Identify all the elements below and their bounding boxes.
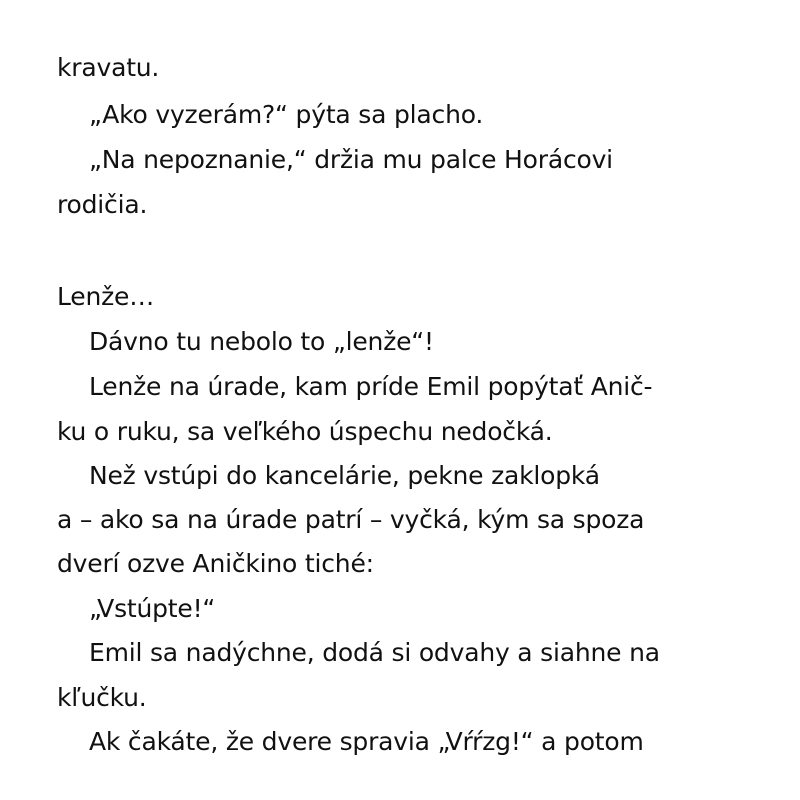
text-line: Ak čakáte, že dvere spravia „Vŕŕzg!“ a potom bbox=[89, 727, 644, 756]
text-line: dverí ozve Aničkino tiché: bbox=[57, 549, 374, 578]
text-line: Lenže… bbox=[57, 282, 155, 311]
text-line: a – ako sa na úrade patrí – vyčká, kým sa spoza bbox=[57, 505, 645, 534]
text-line: Emil sa nadýchne, dodá si odvahy a siahne na bbox=[89, 638, 660, 667]
text-line: „Na nepoznanie,“ držia mu palce Horácovi bbox=[89, 145, 613, 174]
text-line: „Ako vyzerám?“ pýta sa placho. bbox=[89, 100, 484, 129]
text-line: kravatu. bbox=[57, 53, 160, 82]
text-line: Lenže na úrade, kam príde Emil popýtať Anič- bbox=[89, 372, 653, 401]
text-line: rodičia. bbox=[57, 190, 148, 219]
text-line: Než vstúpi do kancelárie, pekne zaklopká bbox=[89, 461, 600, 490]
text-line: kľučku. bbox=[57, 683, 147, 712]
text-line: „Vstúpte!“ bbox=[89, 594, 216, 623]
text-line: ku o ruku, sa veľkého úspechu nedočká. bbox=[57, 417, 553, 446]
text-line: Dávno tu nebolo to „lenže“! bbox=[89, 327, 434, 356]
